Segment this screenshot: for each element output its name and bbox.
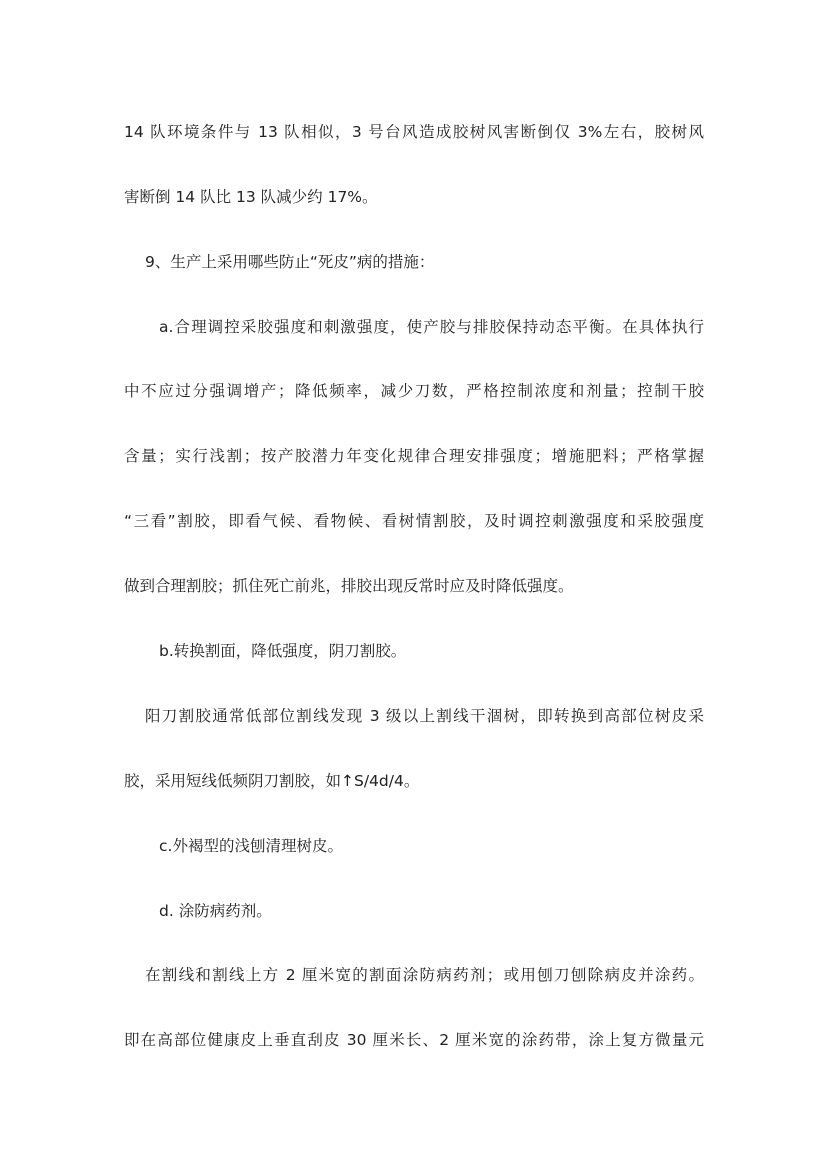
text-line-5: 中不应过分强调增产；降低频率，减少刀数，严格控制浓度和剂量；控制干胶 xyxy=(124,382,704,400)
text-line-item-d: d. 涂防病药剂。 xyxy=(159,902,272,920)
text-line-7: “三看”割胶，即看气候、看物候、看树情割胶，及时调控刺激强度和采胶强度 xyxy=(124,512,704,530)
text-line-item-b: b.转换割面，降低强度，阴刀割胶。 xyxy=(159,642,407,660)
text-line-item-a: a.合理调控采胶强度和刺激强度，使产胶与排胶保持动态平衡。在具体执行 xyxy=(159,318,704,336)
text-line-6: 含量；实行浅割；按产胶潜力年变化规律合理安排强度；增施肥料；严格掌握 xyxy=(124,447,704,465)
text-line-15: 即在高部位健康皮上垂直刮皮 30 厘米长、2 厘米宽的涂药带，涂上复方微量元 xyxy=(124,1031,704,1049)
text-line-8: 做到合理割胶；抓住死亡前兆，排胶出现反常时应及时降低强度。 xyxy=(124,577,574,595)
text-line-10: 阳刀割胶通常低部位割线发现 3 级以上割线干涸树，即转换到高部位树皮采 xyxy=(145,707,704,725)
text-line-1: 14 队环境条件与 13 队相似，3 号台风造成胶树风害断倒仅 3%左右，胶树风 xyxy=(124,123,704,141)
text-line-2: 害断倒 14 队比 13 队减少约 17%。 xyxy=(124,188,378,206)
text-line-11: 胶，采用短线低频阴刀割胶，如↑S/4d/4。 xyxy=(124,772,420,790)
text-line-item-c: c.外褐型的浅刨清理树皮。 xyxy=(159,837,343,855)
section-heading-9: 9、生产上采用哪些防止“死皮”病的措施： xyxy=(145,253,435,271)
text-line-14: 在割线和割线上方 2 厘米宽的割面涂防病药剂；或用刨刀刨除病皮并涂药。 xyxy=(145,966,704,984)
